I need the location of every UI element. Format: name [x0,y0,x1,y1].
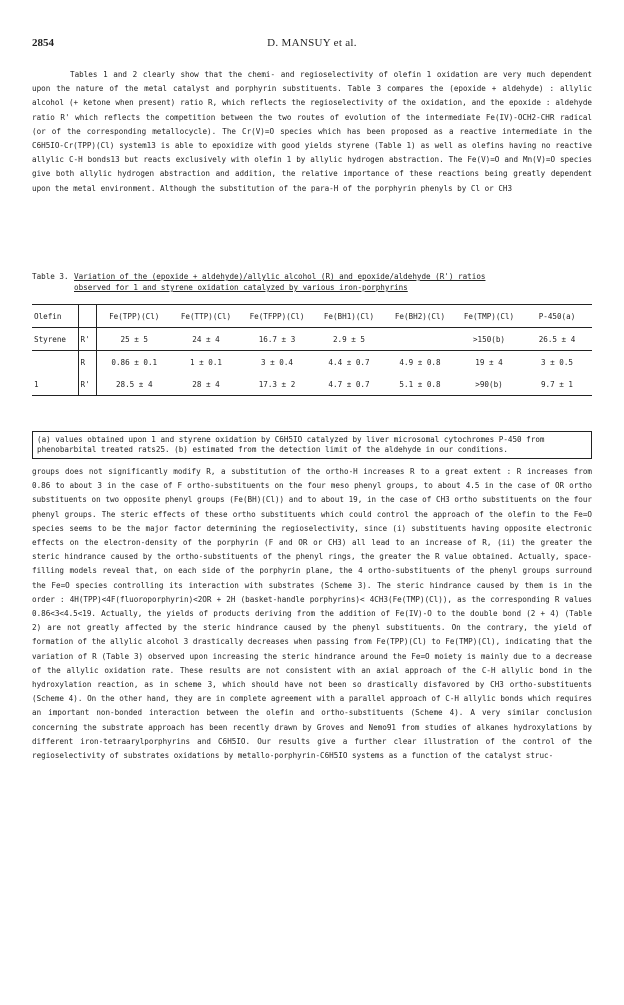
page-header [32,37,592,51]
body-paragraph-2 [32,465,592,763]
table-cell: 4.9 ± 0.8 [399,357,441,367]
table-cell: >90(b) [456,373,522,396]
table-label: Table 3. [32,272,69,281]
row-ratio: R' [78,373,96,396]
table-row [32,373,592,396]
header-olefin: Olefin [32,305,78,328]
table-cell: 24 ± 4 [172,328,240,351]
header-col-6: Fe(TMP)(Cl) [456,305,522,328]
table-cell: 16.7 ± 3 [240,328,314,351]
row-olefin: 1 [32,373,78,396]
table-cell: 28.5 ± 4 [96,373,172,396]
table-cell: 4.4 ± 0.7 [328,357,370,367]
paragraph-2-text: groups does not significantly modify R, a substitution of the ortho-H increases R to a great extent : R increases from 0.86 to about 3 in the case of F ortho-substituents on the four meso phenyl groups, to about 4.5 in the case of OR ortho substituents on two opposite phenyl groups (Fe(BH)(Cl)) and to about 19, in the case of CH3 ortho substituents on the four phenyl groups. The steric effects of these ortho substituents which could control the approach of the olefin to the Fe=O species seems to be the major factor determining the regioselectivity, since (i) substituents having opposite electronic effects on the electron-density of the porphyrin (F and OR or CH3) all lead to an increase of R, (ii) the greater the steric hindrance caused by the ortho-substituents of the phenyl rings, the greater the R value obtained. Actually, space-filling models reveal that, on each side of the porphyrin plane, the 4 ortho-substituents of the phenyl groups surround the Fe=O species controlling its interaction with substrates (Scheme 3). The steric hindrance caused by them is in the order : 4H(TPP)<4F(fluoroporphyrin)<2OR + 2H (basket-handle porphyrins)< 4CH3(Fe(TMP)(Cl)), as the corresponding R values 0.86<3<4.5<19. Actually, the yields of products deriving from the addition of Fe(IV)-O to the double bond (2 + 4) (Table 2) are not greatly affected by the steric hindrance caused by the phenyl substituents. On the contrary, the yield of formation of the allylic alcohol 3 drastically decreases when passing from Fe(TPP)(Cl) to Fe(TMP)(Cl), indicating that the variation of R (Table 3) observed upon increasing the steric hindrance around the Fe=O moiety is mainly due to a decrease of the allylic oxidation rate. These results are not consistent with an axial approach of the C-H allylic bond in the hydroxylation reaction, as in scheme 3, which should have not been so drastically disfavored by CH3 ortho-substituents (Scheme 4). On the other hand, they are in complete agreement with a parallel approach of C-H allylic bonds which requires an important non-bonded interaction between the olefin and ortho-substituents (Scheme 4). A very similar conclusion concerning the substrate approach has been recently drawn by Groves and Nemo91 from studies of alkanes hydroxylations by different iron-tetraarylporphyrins and C6H5IO. Our results give a further clear illustration of the control of the regioselectivity of substrates oxidations by metallo-porphyrin-C6H5IO systems as a function of the catalyst struc- [32,467,592,761]
row-olefin: Styrene [32,328,78,351]
header-col-3: Fe(TFPP)(Cl) [240,305,314,328]
header-ratio [78,305,96,328]
table-cell: 3 ± 0.4 [260,357,293,367]
table-cell: 19 ± 4 [475,357,503,367]
table-cell: 9.7 ± 1 [522,373,592,396]
running-head: D. MANSUY et al. [267,37,357,49]
header-col-1: Fe(TPP)(Cl) [96,305,172,328]
table-cell: 0.86 ± 0.1 [111,357,158,367]
table-cell: 2.9 ± 5 [314,328,384,351]
body-paragraph-1 [32,68,592,196]
row-olefin [32,351,78,374]
table-title-line-2: observed for 1 and styrene oxidation catalyzed by various iron-porphyrins [74,283,408,292]
table-header-row [32,305,592,328]
row-ratio: R [78,351,96,374]
table-cell [384,328,456,351]
table-footnote: (a) values obtained upon 1 and styrene oxidation by C6H5IO catalyzed by liver microsomal cytochromes P-450 from phenobarbital treated rats25. (b) estimated from the detection limit of the aldehyde in our conditions. [32,431,592,459]
table-cell: 3 ± 0.5 [540,357,573,367]
page-number: 2854 [32,37,54,49]
header-col-7: P-450(a) [522,305,592,328]
table-title-line-1: Variation of the (epoxide + aldehyde)/allylic alcohol (R) and epoxide/aldehyde (R') ratios [74,272,486,281]
paragraph-1-text: Tables 1 and 2 clearly show that the chemi- and regioselectivity of olefin 1 oxidation are very much dependent upon the nature of the metal catalyst and porphyrin substituents. Table 3 compares the (epoxide + aldehyde) : allylic alcohol (+ ketone when present) ratio R, which reflects the regioselectivity of the oxidation, and the epoxide : aldehyde ratio R' which reflects the competition between the two routes of evolution of the intermediate Fe(IV)-OCH2-CHR radical (or of the corresponding metallocycle). The Cr(V)=O species which has been proposed as a reactive intermediate in the C6H5IO-Cr(TPP)(Cl) system13 is able to epoxidize with good yields styrene (Table 1) as well as olefins having no reactive allylic C-H bonds13 but reacts exclusively with olefin 1 by allylic hydrogen abstraction. The Fe(V)=O and Mn(V)=O species give both allylic hydrogen abstraction and addition, the relative importance of these reactions being greatly dependent upon the metal environment. Although the substitution of the para-H of the porphyrin phenyls by Cl or CH3 [32,70,592,193]
table-3 [32,304,592,396]
table-row [32,351,592,374]
table-cell: 1 ± 0.1 [189,357,222,367]
row-ratio: R' [78,328,96,351]
table-cell: 28 ± 4 [172,373,240,396]
table-cell: 4.7 ± 0.7 [314,373,384,396]
table-caption [32,271,592,293]
table-cell: >150(b) [456,328,522,351]
table-cell: 26.5 ± 4 [522,328,592,351]
table-cell: 25 ± 5 [96,328,172,351]
header-col-4: Fe(BH1)(Cl) [314,305,384,328]
table-cell: 17.3 ± 2 [240,373,314,396]
table-cell: 5.1 ± 0.8 [384,373,456,396]
header-col-5: Fe(BH2)(Cl) [384,305,456,328]
table-row [32,328,592,351]
header-col-2: Fe(TTP)(Cl) [172,305,240,328]
